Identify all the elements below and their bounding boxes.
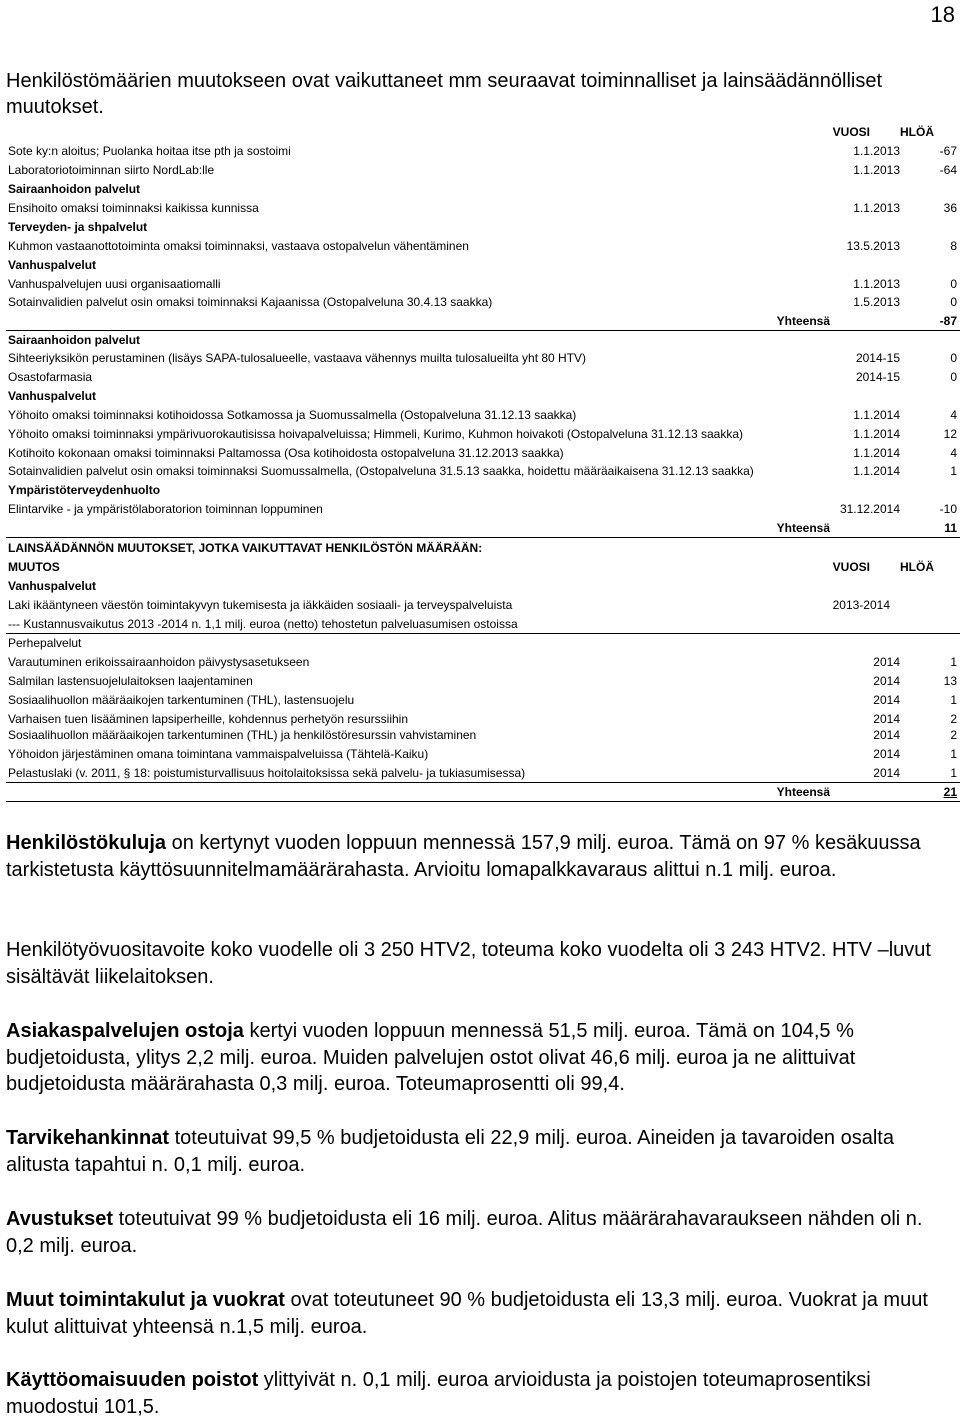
table-row: Sihteeriyksikön perustaminen (lisäys SAPA-tulosalueelle, vastaava vähennys muilta tulosalueilta yht 80 HTV) 2014-15 0 <box>8 351 957 365</box>
table-row: Vanhuspalvelujen uusi organisaatiomalli 1.1.2013 0 <box>8 277 957 291</box>
header-vuosi: VUOSI <box>832 125 870 139</box>
section-heading: Sairaanhoidon palvelut <box>8 182 141 196</box>
table-row: Yöhoidon järjestäminen omana toimintana vammaispalveluissa (Tähtelä-Kaiku) 2014 1 <box>8 747 957 761</box>
section-heading: Sairaanhoidon palvelut <box>8 333 141 347</box>
section-heading: Terveyden- ja shpalvelut <box>8 220 148 234</box>
table-row: Sosiaalihuollon määräaikojen tarkentuminen (THL), lastensuojelu 2014 1 <box>8 693 957 707</box>
table-row: Laki ikääntyneen väestön toimintakyvyn tukemisesta ja iäkkäiden sosiaali- ja terveyspalveluista 2013-2014 <box>8 598 890 612</box>
section-heading: Vanhuspalvelut <box>8 389 97 403</box>
table-row: Salmilan lastensuojelulaitoksen laajentaminen 2014 13 <box>8 674 957 688</box>
table-row: Varautuminen erikoissairaanhoidon päivystysasetukseen 2014 1 <box>8 655 957 669</box>
total-row: Yhteensä 21 <box>6 782 960 801</box>
table-row: Sotainvalidien palvelut osin omaksi toiminnaksi Kajaanissa (Ostopalveluna 30.4.13 saakka) 1.5.2013 0 <box>8 295 957 309</box>
section-heading: Vanhuspalvelut <box>8 258 97 272</box>
page-number: 18 <box>930 2 955 27</box>
table-row: Kuhmon vastaanottotoiminta omaksi toiminnaksi, vastaava ostopalvelun vähentäminen 13.5.2013 8 <box>8 239 957 253</box>
table-row: --- Kustannusvaikutus 2013 -2014 n. 1,1 milj. euroa (netto) tehostetun palveluasumisen ostoissa <box>8 617 518 631</box>
paragraph-depreciation: Käyttöomaisuuden poistot ylittyivät n. 0,1 milj. euroa arvioidusta ja poistojen toteumaprosentiksi muodostui 101,5. <box>6 1369 871 1418</box>
table-row: Varhaisen tuen lisääminen lapsiperheille, kohdennus perhetyön resurssiihin 2014 2 <box>8 712 957 726</box>
paragraph-htv: Henkilötyövuositavoite koko vuodelle oli 3 250 HTV2, toteuma koko vuodelta oli 3 243 HTV2. HTV –luvut sisältävät liikelaitoksen. <box>6 939 931 988</box>
section-heading: Vanhuspalvelut <box>8 579 97 593</box>
table-row: Ensihoito omaksi toiminnaksi kaikissa kunnissa 1.1.2013 36 <box>8 201 957 215</box>
paragraph-supplies: Tarvikehankinnat toteutuivat 99,5 % budjetoidusta eli 22,9 milj. euroa. Aineiden ja tavaroiden osalta alitusta tapahtui n. 0,1 milj. euroa. <box>6 1127 894 1176</box>
section-heading: Perhepalvelut <box>6 633 960 652</box>
table-row: Laboratoriotoiminnan siirto NordLab:lle 1.1.2013 -64 <box>8 163 957 177</box>
table-row: Elintarvike - ja ympäristölaboratorion toiminnan loppuminen 31.12.2014 -10 <box>8 502 957 516</box>
table-row: Yöhoito omaksi toiminnaksi kotihoidossa Sotkamossa ja Suomussalmella (Ostopalveluna 31.12.13 saakka) 1.1.2014 4 <box>8 408 957 422</box>
total-row: Yhteensä 11 <box>6 519 960 538</box>
table-row: Sosiaalihuollon määräaikojen tarkentuminen (THL) ja henkilöstöresurssin vahvistaminen 2014 2 <box>8 728 957 742</box>
table-row: Yöhoito omaksi toiminnaksi ympärivuorokautisissa hoivapalveluissa; Himmeli, Kurimo, Kuhmon hoivakoti (Ostopalveluna 31.12.13 saakka) 1.1.2014 12 <box>8 427 957 441</box>
table-row: Osastofarmasia 2014-15 0 <box>8 370 957 384</box>
paragraph-grants: Avustukset toteutuivat 99 % budjetoidusta eli 16 milj. euroa. Alitus määrärahavaraukseen nähden oli n. 0,2 milj. euroa. <box>6 1208 923 1257</box>
total-row: Yhteensä -87 <box>6 312 960 331</box>
staffing-changes-table <box>6 121 960 802</box>
law-changes-header: MUUTOS VUOSI HLÖÄ <box>8 560 934 574</box>
table-row: Sotainvalidien palvelut osin omaksi toiminnaksi Suomussalmella, (Ostopalveluna 31.5.13 saakka, hoidettu määräaikaisena 31.12.13 saakka) 1.1.2014 1 <box>8 464 957 478</box>
table-row: Sote ky:n aloitus; Puolanka hoitaa itse pth ja sostoimi 1.1.2013 -67 <box>8 144 957 158</box>
intro-text: Henkilöstömäärien muutokseen ovat vaikuttaneet mm seuraavat toiminnalliset ja lainsäädännölliset muutokset. <box>6 70 883 118</box>
table-row: Kotihoito kokonaan omaksi toiminnaksi Paltamossa (Osa kotihoidosta ostopalveluna 31.12.2013 saakka) 1.1.2014 4 <box>8 446 957 460</box>
table-row: Pelastuslaki (v. 2011, § 18: poistumisturvallisuus hoitolaitoksissa sekä palvelu- ja tukiasumisessa) 2014 1 <box>8 766 957 780</box>
law-changes-heading: LAINSÄÄDÄNNÖN MUUTOKSET, JOTKA VAIKUTTAVAT HENKILÖSTÖN MÄÄRÄÄN: <box>8 541 483 555</box>
table-header <box>6 123 960 141</box>
paragraph-other-costs: Muut toimintakulut ja vuokrat ovat toteutuneet 90 % budjetoidusta eli 13,3 milj. euroa. Vuokrat ja muut kulut alittuivat yhteensä n.1,5 milj. euroa. <box>6 1289 928 1338</box>
section-heading: Ympäristöterveydenhuolto <box>8 483 161 497</box>
header-hloa: HLÖÄ <box>900 125 934 139</box>
paragraph-personnel-costs: Henkilöstökuluja on kertynyt vuoden loppuun mennessä 157,9 milj. euroa. Tämä on 97 % kesäkuussa tarkistetusta käyttösuunnitelmamäärärahasta. Arvioitu lomapalkkavaraus alittui n.1 milj. euroa. <box>6 832 921 881</box>
paragraph-customer-services: Asiakaspalvelujen ostoja kertyi vuoden loppuun mennessä 51,5 milj. euroa. Tämä on 104,5 % budjetoidusta, ylitys 2,2 milj. euroa. Muiden palvelujen ostot olivat 46,6 milj. euroa ja ne alittuivat budjetoidusta määrärahasta 0,3 milj. euroa. Toteumaprosentti oli 99,4. <box>6 1020 856 1095</box>
